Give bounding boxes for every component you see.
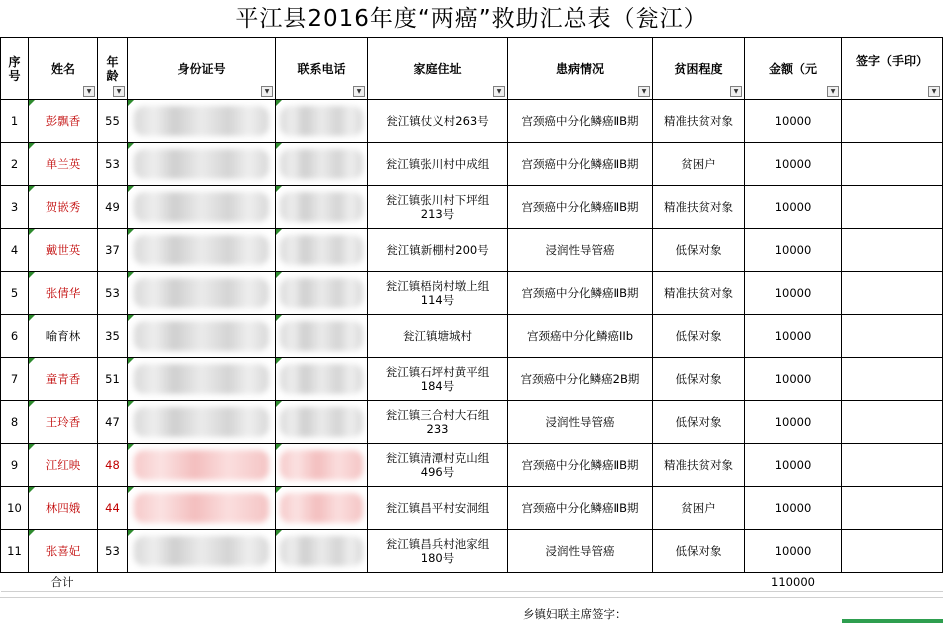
cell-poverty[interactable]: 贫困户 <box>653 143 745 186</box>
col-header-id <box>128 38 276 100</box>
comment-marker-icon <box>128 530 134 536</box>
cell-address[interactable] <box>368 530 508 573</box>
cell-age[interactable]: 48 <box>98 444 128 487</box>
cell-poverty[interactable]: 精准扶贫对象 <box>653 186 745 229</box>
comment-marker-icon <box>29 401 35 407</box>
comment-marker-icon <box>128 229 134 235</box>
comment-marker-icon <box>29 530 35 536</box>
sheet-title: 平江县2016年度“两癌”救助汇总表（瓮江） <box>235 6 708 32</box>
comment-marker-icon <box>29 229 35 235</box>
cell-poverty[interactable]: 低保对象 <box>653 401 745 444</box>
cell-age[interactable]: 47 <box>98 401 128 444</box>
cell-amount[interactable]: 10000 <box>745 229 842 272</box>
comment-marker-icon <box>276 229 282 235</box>
comment-marker-icon <box>276 315 282 321</box>
cell-phone-redacted[interactable] <box>276 143 368 186</box>
cell-seq[interactable]: 4 <box>1 229 29 272</box>
cell-sign[interactable] <box>842 100 943 143</box>
col-header-age <box>98 38 128 100</box>
col-header-illness-label: 患病情况 <box>555 62 604 76</box>
comment-marker-icon <box>276 272 282 278</box>
cell-address[interactable] <box>368 444 508 487</box>
redacted-id-blur <box>134 364 269 394</box>
cell-id-redacted[interactable] <box>128 143 276 186</box>
redacted-phone-blur <box>280 106 364 136</box>
table-row[interactable] <box>1 272 943 315</box>
cell-illness[interactable]: 浸润性导管癌 <box>508 229 653 272</box>
cell-seq[interactable]: 8 <box>1 401 29 444</box>
redacted-phone-blur <box>280 192 364 222</box>
cell-name-text: 戴世英 <box>45 243 81 257</box>
cell-illness[interactable]: 宫颈癌中分化鳞癌ⅡB期 <box>508 100 653 143</box>
cell-sign[interactable] <box>842 358 943 401</box>
redacted-phone-blur <box>280 407 364 437</box>
cell-amount[interactable]: 10000 <box>745 401 842 444</box>
cell-age[interactable]: 55 <box>98 100 128 143</box>
comment-marker-icon <box>29 444 35 450</box>
cell-amount[interactable]: 10000 <box>745 315 842 358</box>
cell-seq[interactable]: 6 <box>1 315 29 358</box>
cell-poverty[interactable]: 精准扶贫对象 <box>653 272 745 315</box>
redacted-phone-blur <box>280 450 364 480</box>
address-line: 114号 <box>420 293 455 307</box>
address-line: 瓮江镇仗义村263号 <box>386 114 489 128</box>
address-line: 180号 <box>420 551 455 565</box>
comment-marker-icon <box>128 444 134 450</box>
cell-address[interactable] <box>368 272 508 315</box>
comment-marker-icon <box>128 186 134 192</box>
cell-id-redacted[interactable] <box>128 444 276 487</box>
cell-phone-redacted[interactable] <box>276 444 368 487</box>
cell-seq[interactable]: 3 <box>1 186 29 229</box>
filter-dropdown-icon[interactable]: ▼ <box>928 86 940 97</box>
comment-marker-icon <box>29 315 35 321</box>
cell-sign[interactable] <box>842 143 943 186</box>
comment-marker-icon <box>128 272 134 278</box>
redacted-phone-blur <box>280 278 364 308</box>
cell-illness[interactable]: 浸润性导管癌 <box>508 530 653 573</box>
comment-marker-icon <box>128 358 134 364</box>
redacted-id-blur <box>134 235 269 265</box>
cell-sign[interactable] <box>842 272 943 315</box>
redacted-phone-blur <box>280 364 364 394</box>
cell-amount[interactable]: 10000 <box>745 186 842 229</box>
cell-illness[interactable]: 宫颈癌中分化鳞癌ⅡB期 <box>508 143 653 186</box>
redacted-id-blur <box>134 493 269 523</box>
redacted-phone-blur <box>280 235 364 265</box>
redacted-id-blur <box>134 450 269 480</box>
table-row[interactable] <box>1 186 943 229</box>
cell-name[interactable] <box>29 401 98 444</box>
cell-sign[interactable] <box>842 487 943 530</box>
cell-name[interactable] <box>29 315 98 358</box>
comment-marker-icon <box>29 143 35 149</box>
cell-name[interactable] <box>29 100 98 143</box>
cell-amount[interactable]: 10000 <box>745 530 842 573</box>
cell-age[interactable]: 35 <box>98 315 128 358</box>
cell-poverty[interactable]: 低保对象 <box>653 358 745 401</box>
col-header-amount <box>745 38 842 100</box>
cell-seq[interactable]: 1 <box>1 100 29 143</box>
summary-table <box>0 37 943 592</box>
cell-name-text: 张倩华 <box>45 286 81 300</box>
cell-name[interactable] <box>29 444 98 487</box>
table-row[interactable] <box>1 143 943 186</box>
address-line: 瓮江镇昌平村安洞组 <box>385 501 490 515</box>
cell-age[interactable]: 53 <box>98 272 128 315</box>
cell-id-redacted[interactable] <box>128 487 276 530</box>
redacted-id-blur <box>134 106 269 136</box>
redacted-id-blur <box>134 407 269 437</box>
cell-sign[interactable] <box>842 315 943 358</box>
footer-sign-label: 乡镇妇联主席签字： <box>523 607 627 621</box>
redacted-id-blur <box>134 278 269 308</box>
col-header-seq <box>1 38 29 100</box>
cell-illness[interactable]: 宫颈癌中分化鳞癌ⅡB期 <box>508 186 653 229</box>
filter-dropdown-icon[interactable]: ▼ <box>83 86 95 97</box>
cell-amount[interactable]: 10000 <box>745 487 842 530</box>
cell-age[interactable]: 53 <box>98 530 128 573</box>
table-row[interactable] <box>1 100 943 143</box>
comment-marker-icon <box>276 143 282 149</box>
cell-phone-redacted[interactable] <box>276 358 368 401</box>
comment-marker-icon <box>128 143 134 149</box>
col-header-id-label: 身份证号 <box>177 62 226 76</box>
col-header-address-label: 家庭住址 <box>413 62 462 76</box>
filter-dropdown-icon[interactable]: ▼ <box>730 86 742 97</box>
table-row[interactable] <box>1 444 943 487</box>
cell-poverty[interactable]: 精准扶贫对象 <box>653 444 745 487</box>
col-header-poverty <box>653 38 745 100</box>
address-line: 瓮江镇张川村中成组 <box>385 157 490 171</box>
col-header-phone-label: 联系电话 <box>297 62 346 76</box>
cell-illness[interactable]: 浸润性导管癌 <box>508 401 653 444</box>
cell-phone-redacted[interactable] <box>276 401 368 444</box>
cell-name-text: 王玲香 <box>45 415 81 429</box>
cell-name[interactable] <box>29 186 98 229</box>
cell-illness[interactable]: 宫颈癌中分化鳞癌ⅡB期 <box>508 487 653 530</box>
cell-name-text: 贺嵌秀 <box>45 200 81 214</box>
cell-name[interactable] <box>29 530 98 573</box>
cell-phone-redacted[interactable] <box>276 315 368 358</box>
cell-phone-redacted[interactable] <box>276 100 368 143</box>
cell-sign[interactable] <box>842 530 943 573</box>
cell-phone-redacted[interactable] <box>276 272 368 315</box>
cell-age[interactable]: 44 <box>98 487 128 530</box>
cell-illness[interactable]: 宫颈癌中分化鳞癌IIb <box>508 315 653 358</box>
table-row[interactable] <box>1 315 943 358</box>
filter-dropdown-icon[interactable]: ▼ <box>113 86 125 97</box>
cell-age[interactable]: 49 <box>98 186 128 229</box>
cell-phone-redacted[interactable] <box>276 229 368 272</box>
comment-marker-icon <box>29 487 35 493</box>
address-line: 496号 <box>420 465 455 479</box>
cell-age[interactable]: 37 <box>98 229 128 272</box>
col-header-poverty-label: 贫困程度 <box>674 62 723 76</box>
cell-name-text: 彭飘香 <box>45 114 81 128</box>
filter-dropdown-icon[interactable]: ▼ <box>353 86 365 97</box>
cell-phone-redacted[interactable] <box>276 530 368 573</box>
cell-poverty[interactable]: 贫困户 <box>653 487 745 530</box>
cell-poverty[interactable]: 低保对象 <box>653 229 745 272</box>
cell-name[interactable] <box>29 358 98 401</box>
address-line: 184号 <box>420 379 455 393</box>
cell-seq[interactable]: 9 <box>1 444 29 487</box>
address-line: 瓮江镇张川村下坪组 <box>385 193 490 207</box>
cell-name[interactable] <box>29 229 98 272</box>
total-row <box>1 573 943 592</box>
cell-id-redacted[interactable] <box>128 358 276 401</box>
comment-marker-icon <box>276 358 282 364</box>
selected-cell-indicator[interactable] <box>842 619 943 623</box>
cell-name-text: 张喜妃 <box>45 544 81 558</box>
address-line: 瓮江镇梧岗村墩上组 <box>385 279 490 293</box>
cell-sign[interactable] <box>842 229 943 272</box>
col-header-sign-label: 签字（手印） <box>855 54 928 68</box>
address-line: 瓮江镇塘城村 <box>403 329 472 343</box>
redacted-id-blur <box>134 536 269 566</box>
address-line: 233 <box>426 422 449 436</box>
cell-sign[interactable] <box>842 401 943 444</box>
cell-seq[interactable]: 2 <box>1 143 29 186</box>
cell-id-redacted[interactable] <box>128 315 276 358</box>
cell-name[interactable] <box>29 143 98 186</box>
col-header-sign <box>842 38 943 100</box>
cell-phone-redacted[interactable] <box>276 487 368 530</box>
address-line: 瓮江镇清潭村克山组 <box>385 451 490 465</box>
cell-address[interactable] <box>368 100 508 143</box>
cell-id-redacted[interactable] <box>128 530 276 573</box>
address-line: 213号 <box>420 207 455 221</box>
cell-illness[interactable]: 宫颈癌中分化鳞癌ⅡB期 <box>508 444 653 487</box>
filter-dropdown-icon[interactable]: ▼ <box>827 86 839 97</box>
cell-id-redacted[interactable] <box>128 272 276 315</box>
header-row <box>1 38 943 100</box>
total-label: 合计 <box>29 573 98 592</box>
filter-dropdown-icon[interactable]: ▼ <box>638 86 650 97</box>
cell-address[interactable] <box>368 401 508 444</box>
table-row[interactable] <box>1 358 943 401</box>
cell-seq[interactable]: 7 <box>1 358 29 401</box>
empty-grid-row <box>0 597 943 624</box>
comment-marker-icon <box>128 401 134 407</box>
cell-phone-redacted[interactable] <box>276 186 368 229</box>
address-line: 瓮江镇新棚村200号 <box>386 243 489 257</box>
cell-id-redacted[interactable] <box>128 401 276 444</box>
redacted-phone-blur <box>280 321 364 351</box>
cell-name[interactable] <box>29 272 98 315</box>
address-line: 瓮江镇昌兵村池家组 <box>385 537 490 551</box>
address-line: 瓮江镇三合村大石组 <box>385 408 490 422</box>
col-header-phone <box>276 38 368 100</box>
cell-poverty[interactable]: 精准扶贫对象 <box>653 100 745 143</box>
col-header-address <box>368 38 508 100</box>
cell-address[interactable] <box>368 229 508 272</box>
redacted-phone-blur <box>280 149 364 179</box>
cell-poverty[interactable]: 低保对象 <box>653 530 745 573</box>
redacted-phone-blur <box>280 536 364 566</box>
cell-address[interactable] <box>368 315 508 358</box>
cell-amount[interactable]: 10000 <box>745 100 842 143</box>
cell-id-redacted[interactable] <box>128 100 276 143</box>
cell-age[interactable]: 53 <box>98 143 128 186</box>
comment-marker-icon <box>29 272 35 278</box>
comment-marker-icon <box>128 100 134 106</box>
cell-seq[interactable]: 5 <box>1 272 29 315</box>
comment-marker-icon <box>128 315 134 321</box>
cell-seq[interactable]: 11 <box>1 530 29 573</box>
cell-seq[interactable]: 10 <box>1 487 29 530</box>
col-header-amount-label: 金额（元 <box>768 62 817 76</box>
cell-name[interactable] <box>29 487 98 530</box>
cell-amount[interactable]: 10000 <box>745 272 842 315</box>
col-header-age-label: 年龄 <box>106 54 119 83</box>
cell-illness[interactable]: 宫颈癌中分化鳞癌2B期 <box>508 358 653 401</box>
comment-marker-icon <box>29 358 35 364</box>
col-header-seq-label: 序号 <box>8 54 21 83</box>
total-amount: 110000 <box>745 573 842 592</box>
cell-sign[interactable] <box>842 444 943 487</box>
comment-marker-icon <box>276 530 282 536</box>
cell-amount[interactable]: 10000 <box>745 143 842 186</box>
cell-sign[interactable] <box>842 186 943 229</box>
filter-dropdown-icon[interactable]: ▼ <box>493 86 505 97</box>
cell-poverty[interactable]: 低保对象 <box>653 315 745 358</box>
address-line: 瓮江镇石坪村黄平组 <box>385 365 490 379</box>
col-header-name-label: 姓名 <box>50 62 75 76</box>
table-row[interactable] <box>1 229 943 272</box>
cell-address[interactable] <box>368 487 508 530</box>
redacted-id-blur <box>134 321 269 351</box>
comment-marker-icon <box>29 186 35 192</box>
comment-marker-icon <box>128 487 134 493</box>
filter-dropdown-icon[interactable]: ▼ <box>261 86 273 97</box>
cell-name-text: 单兰英 <box>45 157 81 171</box>
table-row[interactable] <box>1 530 943 573</box>
cell-illness[interactable]: 宫颈癌中分化鳞癌ⅡB期 <box>508 272 653 315</box>
cell-age[interactable]: 51 <box>98 358 128 401</box>
table-row[interactable] <box>1 487 943 530</box>
cell-name-text: 童青香 <box>45 372 81 386</box>
comment-marker-icon <box>29 100 35 106</box>
cell-name-text: 喻育林 <box>45 329 81 343</box>
cell-id-redacted[interactable] <box>128 229 276 272</box>
cell-name-text: 江红映 <box>45 458 81 472</box>
cell-address[interactable] <box>368 143 508 186</box>
cell-id-redacted[interactable] <box>128 186 276 229</box>
redacted-id-blur <box>134 192 269 222</box>
cell-name-text: 林四娥 <box>45 501 81 515</box>
cell-amount[interactable]: 10000 <box>745 358 842 401</box>
col-header-illness <box>508 38 653 100</box>
redacted-id-blur <box>134 149 269 179</box>
redacted-phone-blur <box>280 493 364 523</box>
table-row[interactable] <box>1 401 943 444</box>
comment-marker-icon <box>276 100 282 106</box>
cell-address[interactable] <box>368 186 508 229</box>
cell-amount[interactable]: 10000 <box>745 444 842 487</box>
cell-address[interactable] <box>368 358 508 401</box>
comment-marker-icon <box>276 444 282 450</box>
comment-marker-icon <box>276 186 282 192</box>
comment-marker-icon <box>276 487 282 493</box>
col-header-name <box>29 38 98 100</box>
comment-marker-icon <box>276 401 282 407</box>
